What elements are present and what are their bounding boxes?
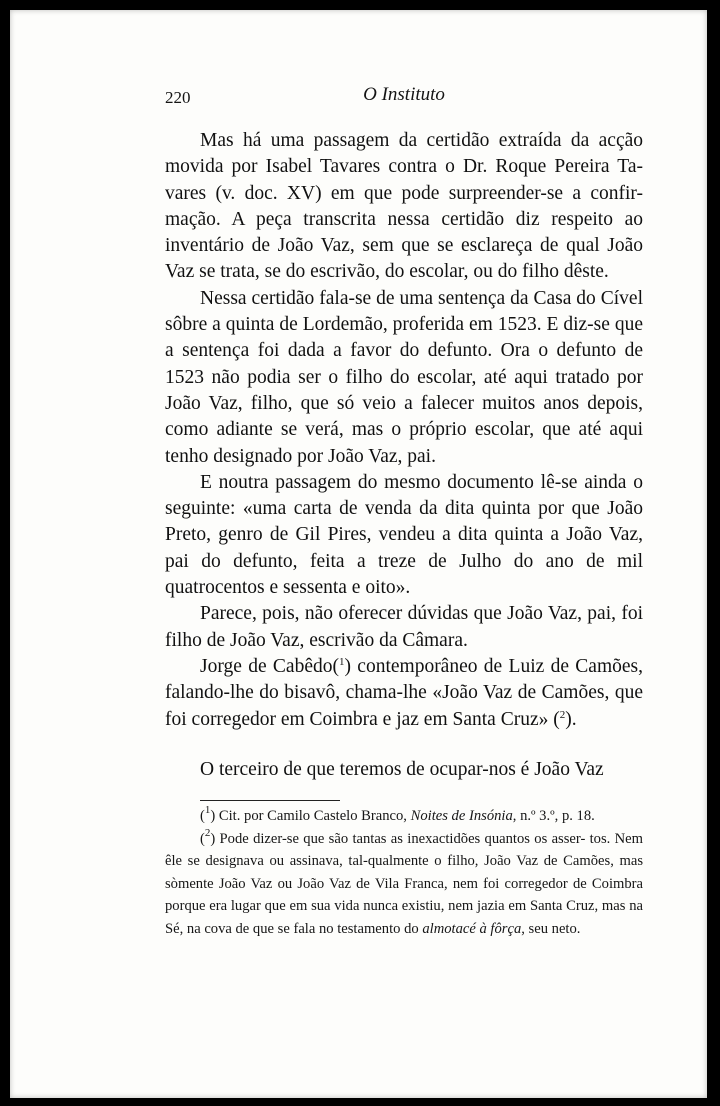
footnote-2-text-b: , seu neto. — [521, 920, 581, 937]
paragraph-6: O terceiro de que teremos de ocupar-nos é João Vaz — [200, 758, 604, 780]
running-title: O Instituto — [363, 84, 445, 105]
page-header — [165, 84, 643, 112]
footnote-1: ($^1$) Cit. por Camilo Castelo Branco, Noites de Insónia, n.º 3.º, p. 18. — [200, 804, 595, 824]
paragraph-5-part-a: Jorge de Cabêdo( — [200, 655, 339, 677]
footnotes — [165, 805, 643, 941]
paragraph-5-part-b: ) contemporâneo de Luiz de Camões, falando-lhe do bisavô, chama-lhe «João Vaz de Camões, que foi corregedor em Coimbra e jaz em Santa Cruz» ( — [165, 655, 643, 730]
footnote-1-text-a: ) Cit. por Camilo Castelo Branco, — [210, 808, 411, 824]
footnote-1-title: Noites de Insónia — [410, 808, 513, 824]
footnote-ref-2: 2 — [559, 708, 566, 721]
footnote-divider — [200, 800, 340, 801]
paragraph-3: E noutra passagem do mesmo documento lê-se ainda o seguinte: «uma carta de venda da dita quinta por que João Preto, genro de Gil Pires, vendeu a dita quinta a João Vaz, pai do defunto, feita a treze de Julho do ano de mil quatrocentos e sessenta e oito». — [165, 471, 643, 599]
footnote-2-title: almotacé à fôrça — [422, 920, 522, 937]
body-text — [165, 128, 643, 783]
footnote-1-mark: 1 — [204, 804, 211, 816]
page-number: 220 — [165, 88, 191, 107]
footnote-2: ($^2$) Pode dizer-se que são tantas as inexactidões quantos os asser- tos. Nem êle se designava ou assinava, tal-qualmente o filho, João Vaz de Camões, mas sòmente João Vaz ou João Vaz de Vila Franca, nem foi corregedor de Coimbra porque era lugar que em sua vida nunca existiu, nem jazia em Santa Cruz, mas na Sé, na cova de que se fala no testamento do almotacé à fôrça, seu neto. — [165, 826, 643, 937]
footnote-ref-1: 1 — [338, 655, 345, 668]
footnote-2-mark: 2 — [204, 826, 211, 839]
paragraph-4: Parece, pois, não oferecer dúvidas que João Vaz, pai, foi filho de João Vaz, escrivão da Câmara. — [165, 603, 643, 651]
book-page — [10, 10, 707, 1098]
paragraph-1: Mas há uma passagem da certidão extraída da acção movida por Isabel Tavares contra o Dr. Roque Pereira Ta- vares (v. doc. XV) em que pode surpreender-se a confir- mação. A peça transcrita nessa certidão diz respeito ao inventário de João Vaz, sem que se esclareça de qual João Vaz se trata, se do escrivão, do escolar, ou do filho dêste. — [165, 130, 643, 283]
paragraph-5 — [165, 654, 643, 733]
footnote-2-text-a: ) Pode dizer-se que são tantas as inexactidões quantos os asser- tos. Nem êle se designava ou assinava, tal-qualmente o filho, João Vaz de Camões, mas sòmente João Vaz ou João Vaz de Vila Franca, nem foi corregedor de Coimbra porque era lugar que em sua vida nunca existiu, nem jazia em Santa Cruz, mas na Sé, na cova de que se fala no testamento do — [165, 830, 643, 937]
paragraph-2: Nessa certidão fala-se de uma sentença da Casa do Cível sôbre a quinta de Lordemão, proferida em 1523. E diz-se que a sentença foi dada a favor do defunto. Ora o defunto de 1523 não podia ser o filho do escolar, até aqui tratado por João Vaz, filho, que só veio a falecer muitos anos depois, como adiante se verá, mas o próprio escolar, que até aqui tenho designado por João Vaz, pai. — [165, 287, 643, 467]
paragraph-5-part-c: ). — [565, 708, 577, 730]
footnote-1-text-b: , n.º 3.º, p. 18. — [512, 808, 595, 824]
